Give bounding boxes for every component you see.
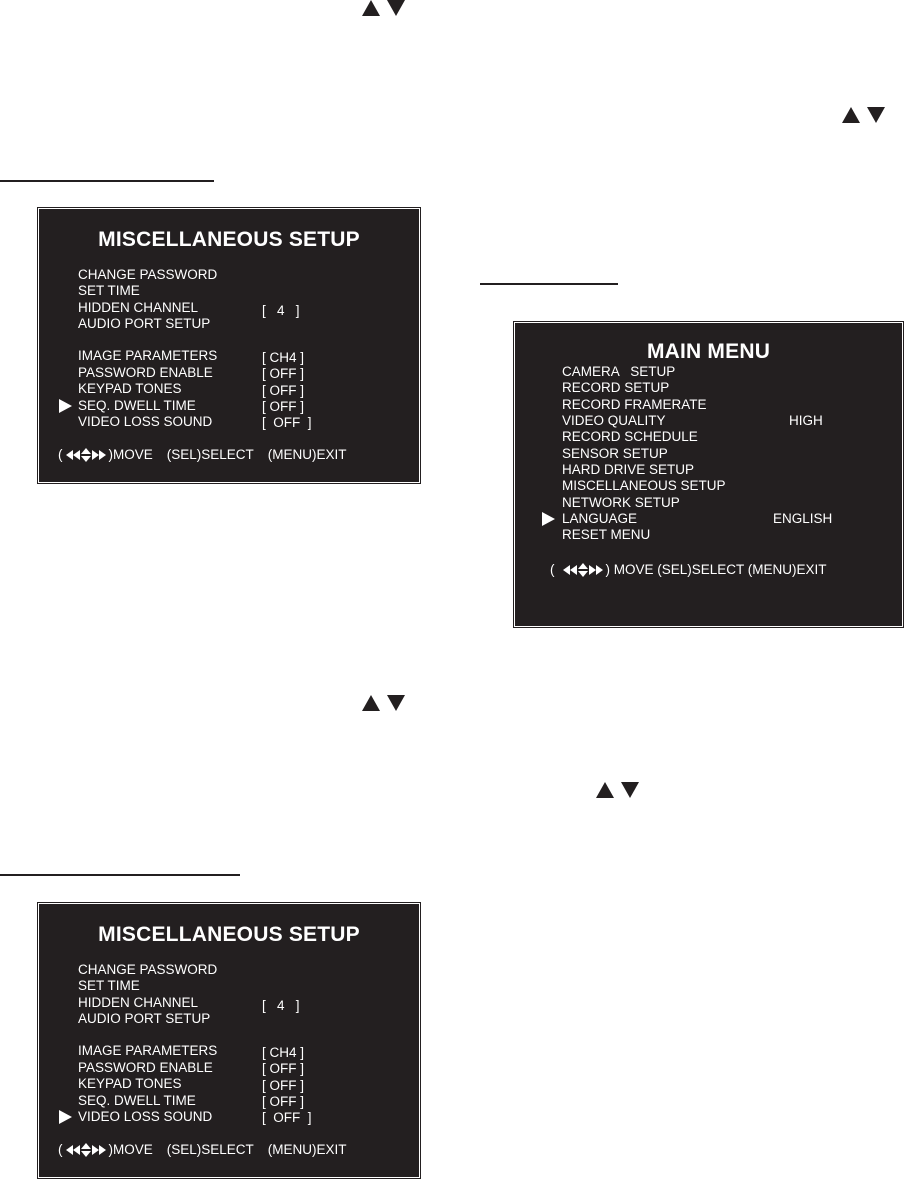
video-quality-value: HIGH [789,413,823,428]
hint-paren: ( [58,447,63,462]
menu-item-keypad-tones[interactable]: KEYPAD TONES [78,381,182,396]
menu-item-change-password[interactable]: CHANGE PASSWORD [78,267,218,282]
menu-item-set-time[interactable]: SET TIME [78,283,140,298]
keypad-tones-value: [ OFF ] [262,1078,304,1093]
menu-item-seq-dwell-time[interactable]: SEQ. DWELL TIME [78,398,196,413]
up-down-arrows-icon [362,0,405,16]
nav-hint [550,562,827,577]
menu-item-record-setup[interactable]: RECORD SETUP [562,380,670,395]
section-rule [0,874,240,876]
menu-item-keypad-tones[interactable]: KEYPAD TONES [78,1076,182,1091]
hidden-channel-value: [ 4 ] [262,303,300,318]
misc-setup-screen-dwell [37,207,421,484]
navigation-arrows-icon [563,563,603,577]
screen-title: MAIN MENU [646,340,771,363]
menu-item-password-enable[interactable]: PASSWORD ENABLE [78,1060,213,1075]
selection-cursor-icon [59,1110,72,1124]
hint-exit: (MENU)EXIT [267,1142,347,1157]
menu-item-reset-menu[interactable]: RESET MENU [562,527,651,542]
up-arrow-icon [362,0,380,16]
menu-item-sensor-setup[interactable]: SENSOR SETUP [562,446,668,461]
main-menu-screen [513,321,904,628]
image-parameters-value: [ CH4 ] [262,350,305,365]
screen-title: MISCELLANEOUS SETUP [98,228,360,251]
up-down-arrows-icon [842,107,885,123]
menu-item-change-password[interactable]: CHANGE PASSWORD [78,962,218,977]
down-arrow-icon [387,695,405,711]
hint-select: (SEL)SELECT [166,1142,254,1157]
menu-item-audio-port-setup[interactable]: AUDIO PORT SETUP [78,316,211,331]
down-arrow-icon [621,782,639,798]
up-down-arrows-icon [596,782,639,798]
selection-cursor-icon [542,512,555,526]
language-value: ENGLISH [773,511,833,526]
menu-item-record-schedule[interactable]: RECORD SCHEDULE [562,429,698,444]
seq-dwell-time-value: [ OFF ] [262,1094,304,1109]
password-enable-value: [ OFF ] [262,366,304,381]
menu-item-hard-drive-setup[interactable]: HARD DRIVE SETUP [562,462,695,477]
image-parameters-value: [ CH4 ] [262,1045,305,1060]
menu-item-set-time[interactable]: SET TIME [78,978,140,993]
hint-paren: ( [550,562,555,577]
navigation-arrows-icon [66,1143,106,1157]
hint-move-select-exit: ) MOVE (SEL)SELECT (MENU)EXIT [605,562,827,577]
selection-cursor-icon [59,399,72,413]
menu-item-hidden-channel[interactable]: HIDDEN CHANNEL [78,995,199,1010]
menu-item-video-quality[interactable]: VIDEO QUALITY [562,413,666,428]
hint-move: )MOVE [108,1142,153,1157]
screen-title: MISCELLANEOUS SETUP [98,923,360,946]
hint-paren: ( [58,1142,63,1157]
video-loss-sound-value: [ OFF ] [262,415,312,430]
menu-item-seq-dwell-time[interactable]: SEQ. DWELL TIME [78,1093,196,1108]
navigation-arrows-icon [66,448,106,462]
hidden-channel-value: [ 4 ] [262,998,300,1013]
menu-item-network-setup[interactable]: NETWORK SETUP [562,495,680,510]
seq-dwell-time-value: [ OFF ] [262,399,304,414]
menu-item-record-framerate[interactable]: RECORD FRAMERATE [562,397,707,412]
hint-exit: (MENU)EXIT [267,447,347,462]
video-loss-sound-value: [ OFF ] [262,1110,312,1125]
menu-item-password-enable[interactable]: PASSWORD ENABLE [78,365,213,380]
up-down-arrows-icon [362,695,405,711]
down-arrow-icon [867,107,885,123]
menu-item-video-loss-sound[interactable]: VIDEO LOSS SOUND [78,414,213,429]
up-arrow-icon [842,107,860,123]
menu-item-audio-port-setup[interactable]: AUDIO PORT SETUP [78,1011,211,1026]
password-enable-value: [ OFF ] [262,1061,304,1076]
menu-item-camera-setup[interactable]: CAMERA SETUP [562,364,676,379]
down-arrow-icon [387,0,405,16]
menu-item-language[interactable]: LANGUAGE [562,511,638,526]
hint-move: )MOVE [108,447,153,462]
menu-item-image-parameters[interactable]: IMAGE PARAMETERS [78,348,218,363]
nav-hint [58,447,347,462]
up-arrow-icon [362,695,380,711]
menu-item-video-loss-sound[interactable]: VIDEO LOSS SOUND [78,1109,213,1124]
misc-setup-screen-video-loss [37,902,421,1179]
hint-select: (SEL)SELECT [166,447,254,462]
menu-item-image-parameters[interactable]: IMAGE PARAMETERS [78,1043,218,1058]
menu-item-hidden-channel[interactable]: HIDDEN CHANNEL [78,300,199,315]
nav-hint [58,1142,347,1157]
up-arrow-icon [596,782,614,798]
menu-item-miscellaneous-setup[interactable]: MISCELLANEOUS SETUP [562,478,726,493]
section-rule [0,180,214,182]
keypad-tones-value: [ OFF ] [262,383,304,398]
section-rule [480,283,618,285]
